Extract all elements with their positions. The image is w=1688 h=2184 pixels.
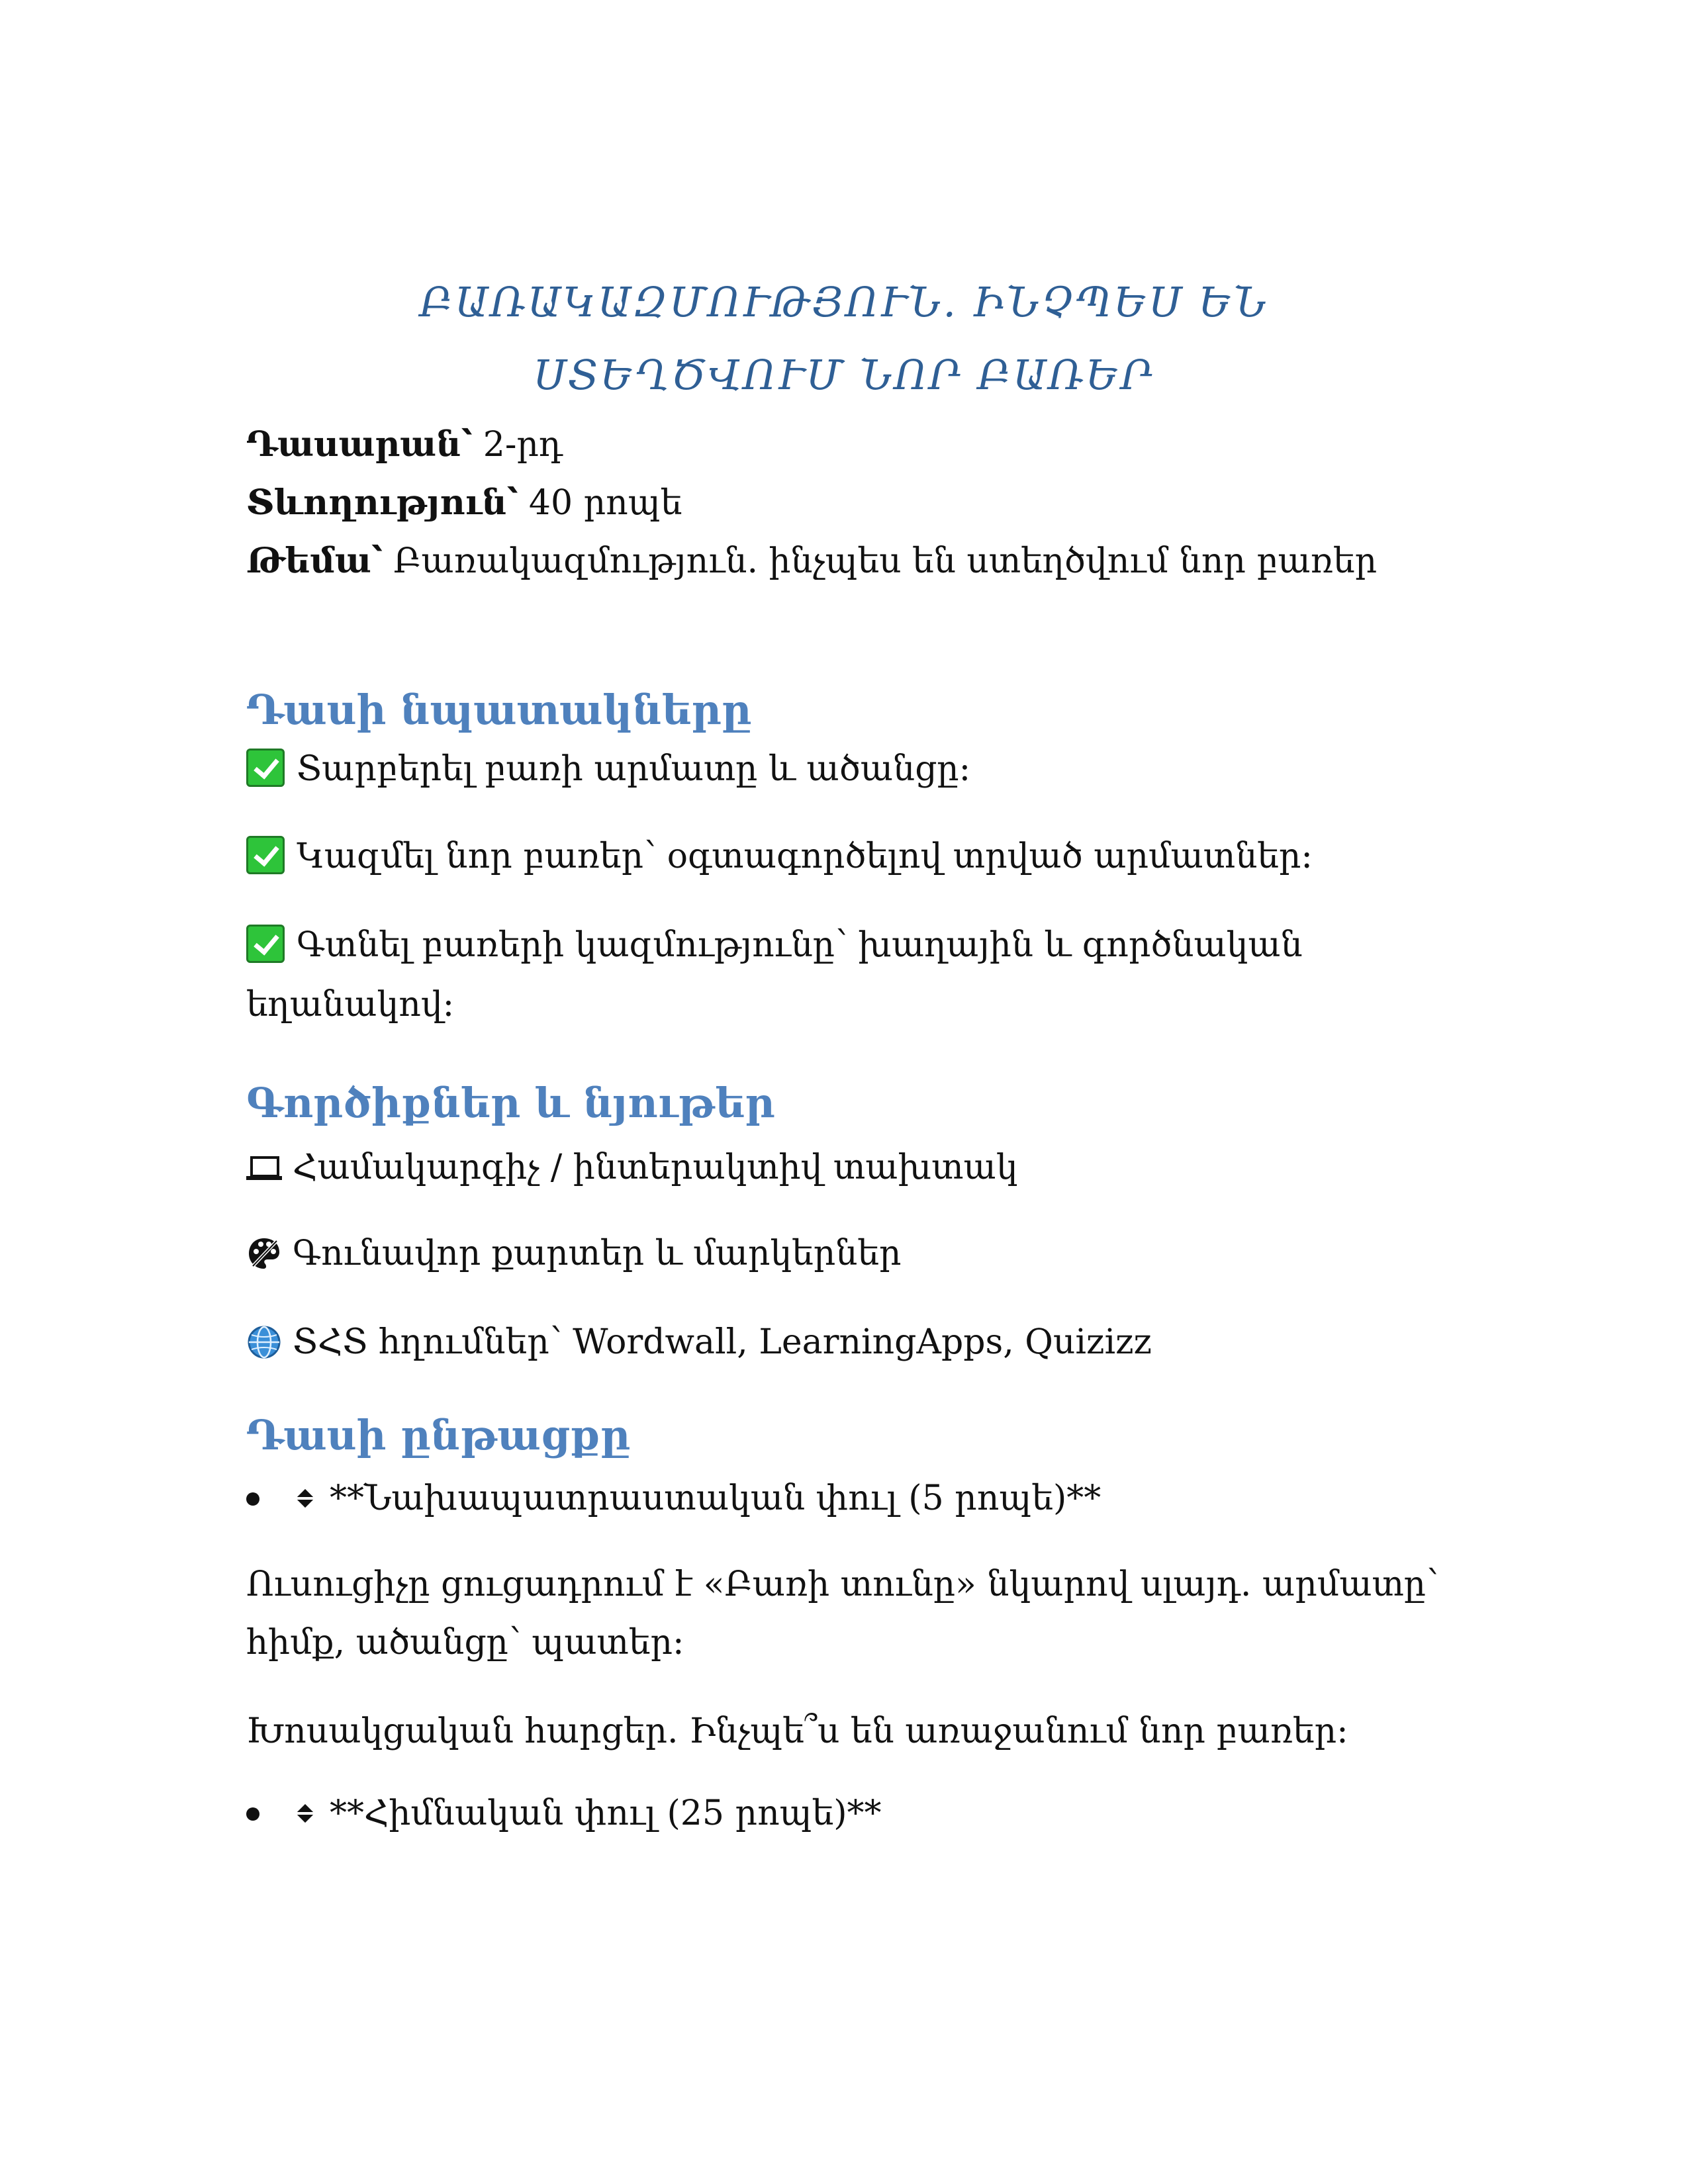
process-step-text: **Նախապատրաստական փուլ (5 րոպե)** <box>330 1479 1102 1518</box>
goal-text: Կազմել նոր բառեր՝ օգտագործելով տրված արմատներ։ <box>297 837 1313 876</box>
check-mark-icon <box>246 836 285 874</box>
goal-text: Տարբերել բառի արմատը և ածանցը։ <box>297 749 971 789</box>
goal-item-continuation: եղանակով։ <box>246 985 455 1024</box>
check-mark-icon <box>246 749 285 787</box>
meta-topic <box>246 535 1377 588</box>
grade-value: 2-րդ <box>472 425 563 465</box>
tool-item <box>246 1226 901 1281</box>
process-step <box>246 1471 1101 1526</box>
tool-text: Համակարգիչ / ինտերակտիվ տախտակ <box>293 1148 1018 1187</box>
tool-item <box>246 1314 1152 1370</box>
tool-text: ՏՀՏ հղումներ՝ Wordwall, LearningApps, Quizizz <box>293 1322 1152 1362</box>
grade-label: Դասարան՝ <box>246 424 473 465</box>
goal-item <box>246 917 1303 973</box>
document-title-line-2: ՍՏԵՂԾՎՈՒՄ ՆՈՐ ԲԱՌԵՐ <box>533 351 1155 399</box>
laptop-icon <box>246 1155 282 1181</box>
topic-value: Բառակազմություն. ինչպես են ստեղծվում նոր բառեր <box>382 541 1378 581</box>
diamond-icon <box>295 1803 315 1823</box>
check-mark-icon <box>246 925 285 963</box>
diamond-icon <box>295 1488 315 1508</box>
process-step <box>246 1786 882 1841</box>
tool-item <box>246 1140 1018 1195</box>
process-paragraph: Ուսուցիչը ցուցադրում է «Բառի տունը» նկարով սլայդ. արմատը՝ <box>246 1565 1438 1604</box>
tools-heading: Գործիքներ և նյութեր <box>246 1079 775 1127</box>
goals-heading: Դասի նպատակները <box>246 686 752 734</box>
goal-item <box>246 829 1313 884</box>
document-title-line-1: ԲԱՌԱԿԱԶՄՈՒԹՅՈՒՆ. ԻՆՉՊԵՍ ԵՆ <box>420 278 1268 326</box>
topic-label: Թեմա՝ <box>246 541 383 581</box>
bullet-icon <box>246 1807 259 1821</box>
globe-icon <box>246 1321 282 1357</box>
process-heading: Դասի ընթացքը <box>246 1411 631 1459</box>
process-step-text: **Հիմնական փուլ (25 րոպե)** <box>330 1794 882 1833</box>
duration-label: Տևողություն՝ <box>246 482 518 523</box>
palette-icon <box>246 1232 282 1268</box>
meta-grade <box>246 418 563 471</box>
meta-duration <box>246 477 682 529</box>
goal-item <box>246 741 970 797</box>
duration-value: 40 րոպե <box>518 483 682 523</box>
tool-text: Գունավոր քարտեր և մարկերներ <box>293 1234 902 1273</box>
goal-text: Գտնել բառերի կազմությունը՝ խաղային և գործնական <box>297 925 1303 965</box>
bullet-icon <box>246 1492 259 1506</box>
process-paragraph: հիմք, ածանցը՝ պատեր։ <box>246 1623 684 1662</box>
process-paragraph: Խոսակցական հարցեր. Ինչպե՞ս են առաջանում նոր բառեր։ <box>246 1711 1348 1751</box>
